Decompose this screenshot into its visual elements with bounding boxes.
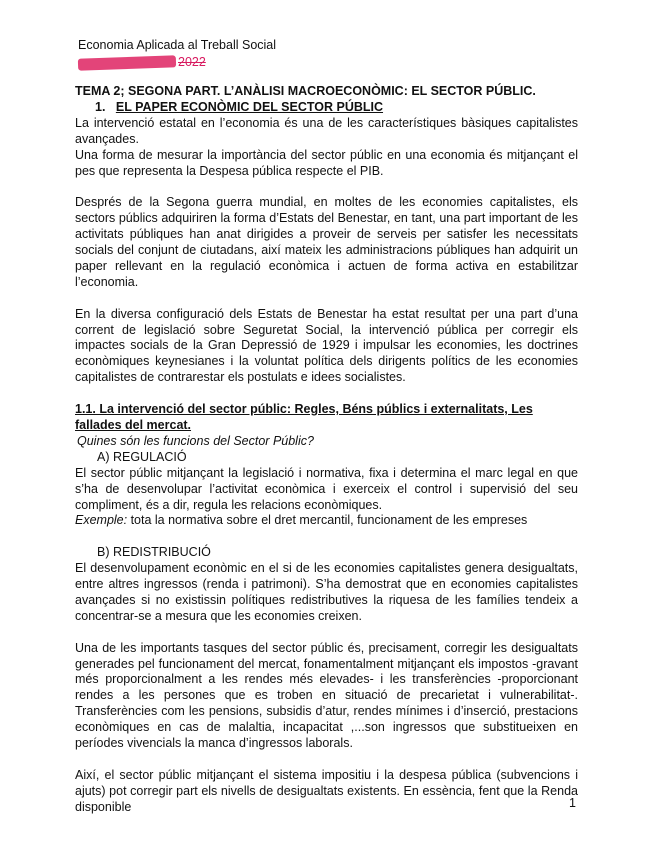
redistribucio-text: Una de les importants tasques del sector públic és, precisament, corregir les desigualtats generades pel funcionament del mercat, fonamentalment mitjançant els impostos -gravant més proporcionalment a les rendes més elevades- i les transferències -proporcionant rendes a les persones que es troben en situació de precarietat i vulnerabilitat-. Transferències com les pensions, subsidis d’atur, rendes mínimes i d’inserció, prestacions econòmiques en cas de malaltia, incapacitat ,...son ingressos que substitueixen en períodes vivencials la manca d’ingressos laborals. — [75, 640, 578, 751]
example-label: Exemple: — [75, 513, 128, 528]
paragraph: Una forma de mesurar la importància del sector públic en una economia és mitjançant el pes que representa la Despesa pública respecte el PIB. — [75, 147, 578, 178]
page-number: 1 — [569, 796, 576, 810]
subsection-question: Quines són les funcions del Sector Públic? — [77, 433, 314, 448]
redistribucio-text: Així, el sector públic mitjançant el sistema impositiu i la despesa pública (subvencions i ajuts) pot corregir part els nivells de desigualtats existents. En essència, fent que la Renda disponible — [75, 767, 578, 814]
section-title: EL PAPER ECONÒMIC DEL SECTOR PÚBLIC — [115, 99, 384, 114]
section-heading — [75, 100, 578, 116]
redaction-mark — [78, 55, 176, 70]
regulacio-label: A) REGULACIÓ — [97, 449, 187, 464]
document-body — [75, 84, 578, 816]
header-course: Economia Aplicada al Treball Social — [78, 38, 277, 52]
regulacio-example — [75, 513, 578, 529]
document-title: TEMA 2; SEGONA PART. L’ANÀLISI MACROECONÒMIC: EL SECTOR PÚBLIC. — [75, 84, 536, 98]
paragraph: La intervenció estatal en l’economia és una de les característiques bàsiques capitalistes avançades. — [75, 115, 578, 146]
subsection-heading: 1.1. La intervenció del sector públic: Regles, Béns públics i externalitats, Les fallades del mercat. — [75, 402, 533, 432]
section-number: 1. — [95, 99, 106, 114]
regulacio-text: El sector públic mitjançant la legislació i normativa, fixa i determina el marc legal en que s’ha de desenvolupar l’activitat econòmica i exerceix el control i supervisió del seu compliment, és a dir, regula les relacions econòmiques. — [75, 465, 578, 512]
header-year: 2022 — [178, 55, 206, 69]
header-year-line — [78, 55, 206, 69]
paragraph: Després de la Segona guerra mundial, en moltes de les economies capitalistes, els sectors públics adquiriren la forma d’Estats del Benestar, en tant, una part important de les activitats públiques han anat dirigides a proveir de serveis per satisfer les necessitats socials del conjunt de ciutadans, així mateix les administracions públiques han adquirit un paper rellevant en la regulació econòmica i actuen de forma activa en estabilitzar l’economia. — [75, 195, 578, 289]
example-text: tota la normativa sobre el dret mercantil, funcionament de les empreses — [127, 513, 528, 528]
paragraph: En la diversa configuració dels Estats de Benestar ha estat resultat per una part d’una corrent de legislació sobre Seguretat Social, la intervenció pública per corregir els impactes socials de la Gran Depressió de 1929 i impulsar les economies, les doctrines econòmiques keynesianes i la voluntat política dels dirigents polítics de les economies capitalistes de contrarestar els postulats e idees socialistes. — [75, 306, 578, 385]
redistribucio-label: B) REDISTRIBUCIÓ — [97, 545, 211, 560]
redistribucio-text: El desenvolupament econòmic en el si de les economies capitalistes genera desigualtats, entre altres ingressos (renda i patrimoni). S’ha demostrat que en economies capitalistes avançades si no existissin polítiques redistributives la riquesa de les famílies tendeix a concentrar-se a mesura que les economies creixen. — [75, 561, 578, 623]
